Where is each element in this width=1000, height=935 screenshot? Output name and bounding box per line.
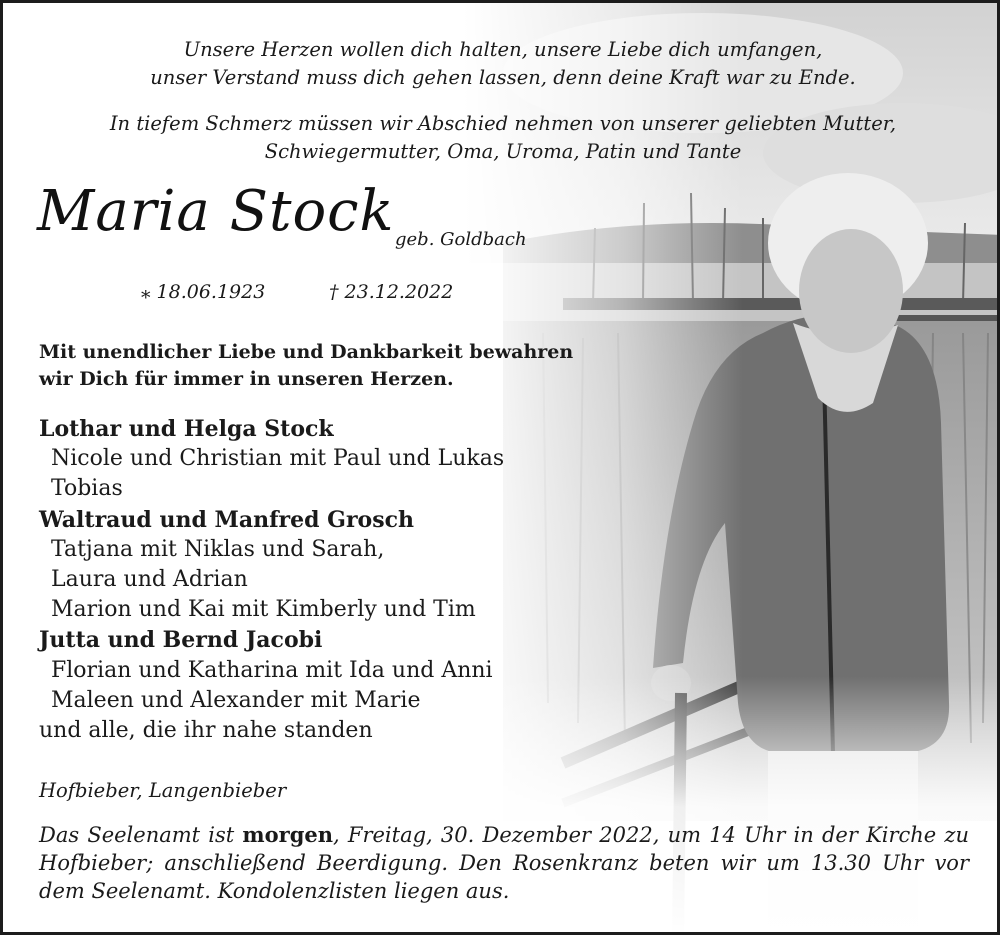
quote-line-1: Mit unendlicher Liebe und Dankbarkeit bewahren	[39, 341, 574, 363]
verse-line-1: Unsere Herzen wollen dich halten, unsere Liebe dich umfangen,	[183, 38, 823, 61]
mourner-entry: Tatjana mit Niklas und Sarah,	[51, 536, 385, 562]
mourner-group-head: Lothar und Helga Stock	[39, 416, 334, 442]
intro-line-2: Schwiegermutter, Oma, Uroma, Patin und Tante	[264, 140, 742, 163]
memorial-quote	[39, 339, 573, 393]
verse-line-2: unser Verstand muss dich gehen lassen, denn deine Kraft war zu Ende.	[150, 66, 856, 89]
mourner-entry: Florian und Katharina mit Ida und Anni	[51, 657, 493, 683]
quote-line-2: wir Dich für immer in unseren Herzen.	[39, 368, 454, 390]
intro-line-1: In tiefem Schmerz müssen wir Abschied nehmen von unserer geliebten Mutter,	[109, 112, 897, 135]
mourner-group-head: Jutta und Bernd Jacobi	[39, 627, 323, 654]
intro-text	[3, 110, 1000, 166]
mourners-list	[39, 414, 504, 746]
mourner-entry: Tobias	[51, 476, 123, 502]
notice-emphasis: morgen	[242, 822, 334, 847]
mourner-entry: Maleen und Alexander mit Marie	[51, 687, 421, 713]
place-line: Hofbieber, Langenbieber	[39, 779, 287, 802]
death-date: † 23.12.2022	[329, 281, 454, 303]
birth-date: ⁎ 18.06.1923	[141, 281, 266, 303]
deceased-name: Maria Stock	[37, 179, 395, 244]
verse	[3, 36, 1000, 92]
mourners-closing: und alle, die ihr nahe standen	[39, 718, 373, 744]
mourner-group-head: Waltraud und Manfred Grosch	[39, 506, 415, 533]
mourner-entry: Laura und Adrian	[51, 567, 248, 593]
birth-name: geb. Goldbach	[395, 229, 527, 250]
mourner-entry: Nicole und Christian mit Paul und Lukas	[51, 446, 505, 472]
mourner-entry: Marion und Kai mit Kimberly und Tim	[51, 597, 476, 623]
notice-part-1: Das Seelenamt ist	[39, 823, 243, 847]
funeral-notice	[39, 821, 969, 905]
notice-part-2: , Freitag, 30. Dezember 2022, um 14 Uhr in der Kirche zu Hofbieber; anschließend Beerdigung. Den Rosenkranz beten wir um 13.30 Uhr vor dem Seelenamt. Kondolenzlisten liegen aus.	[39, 823, 970, 903]
